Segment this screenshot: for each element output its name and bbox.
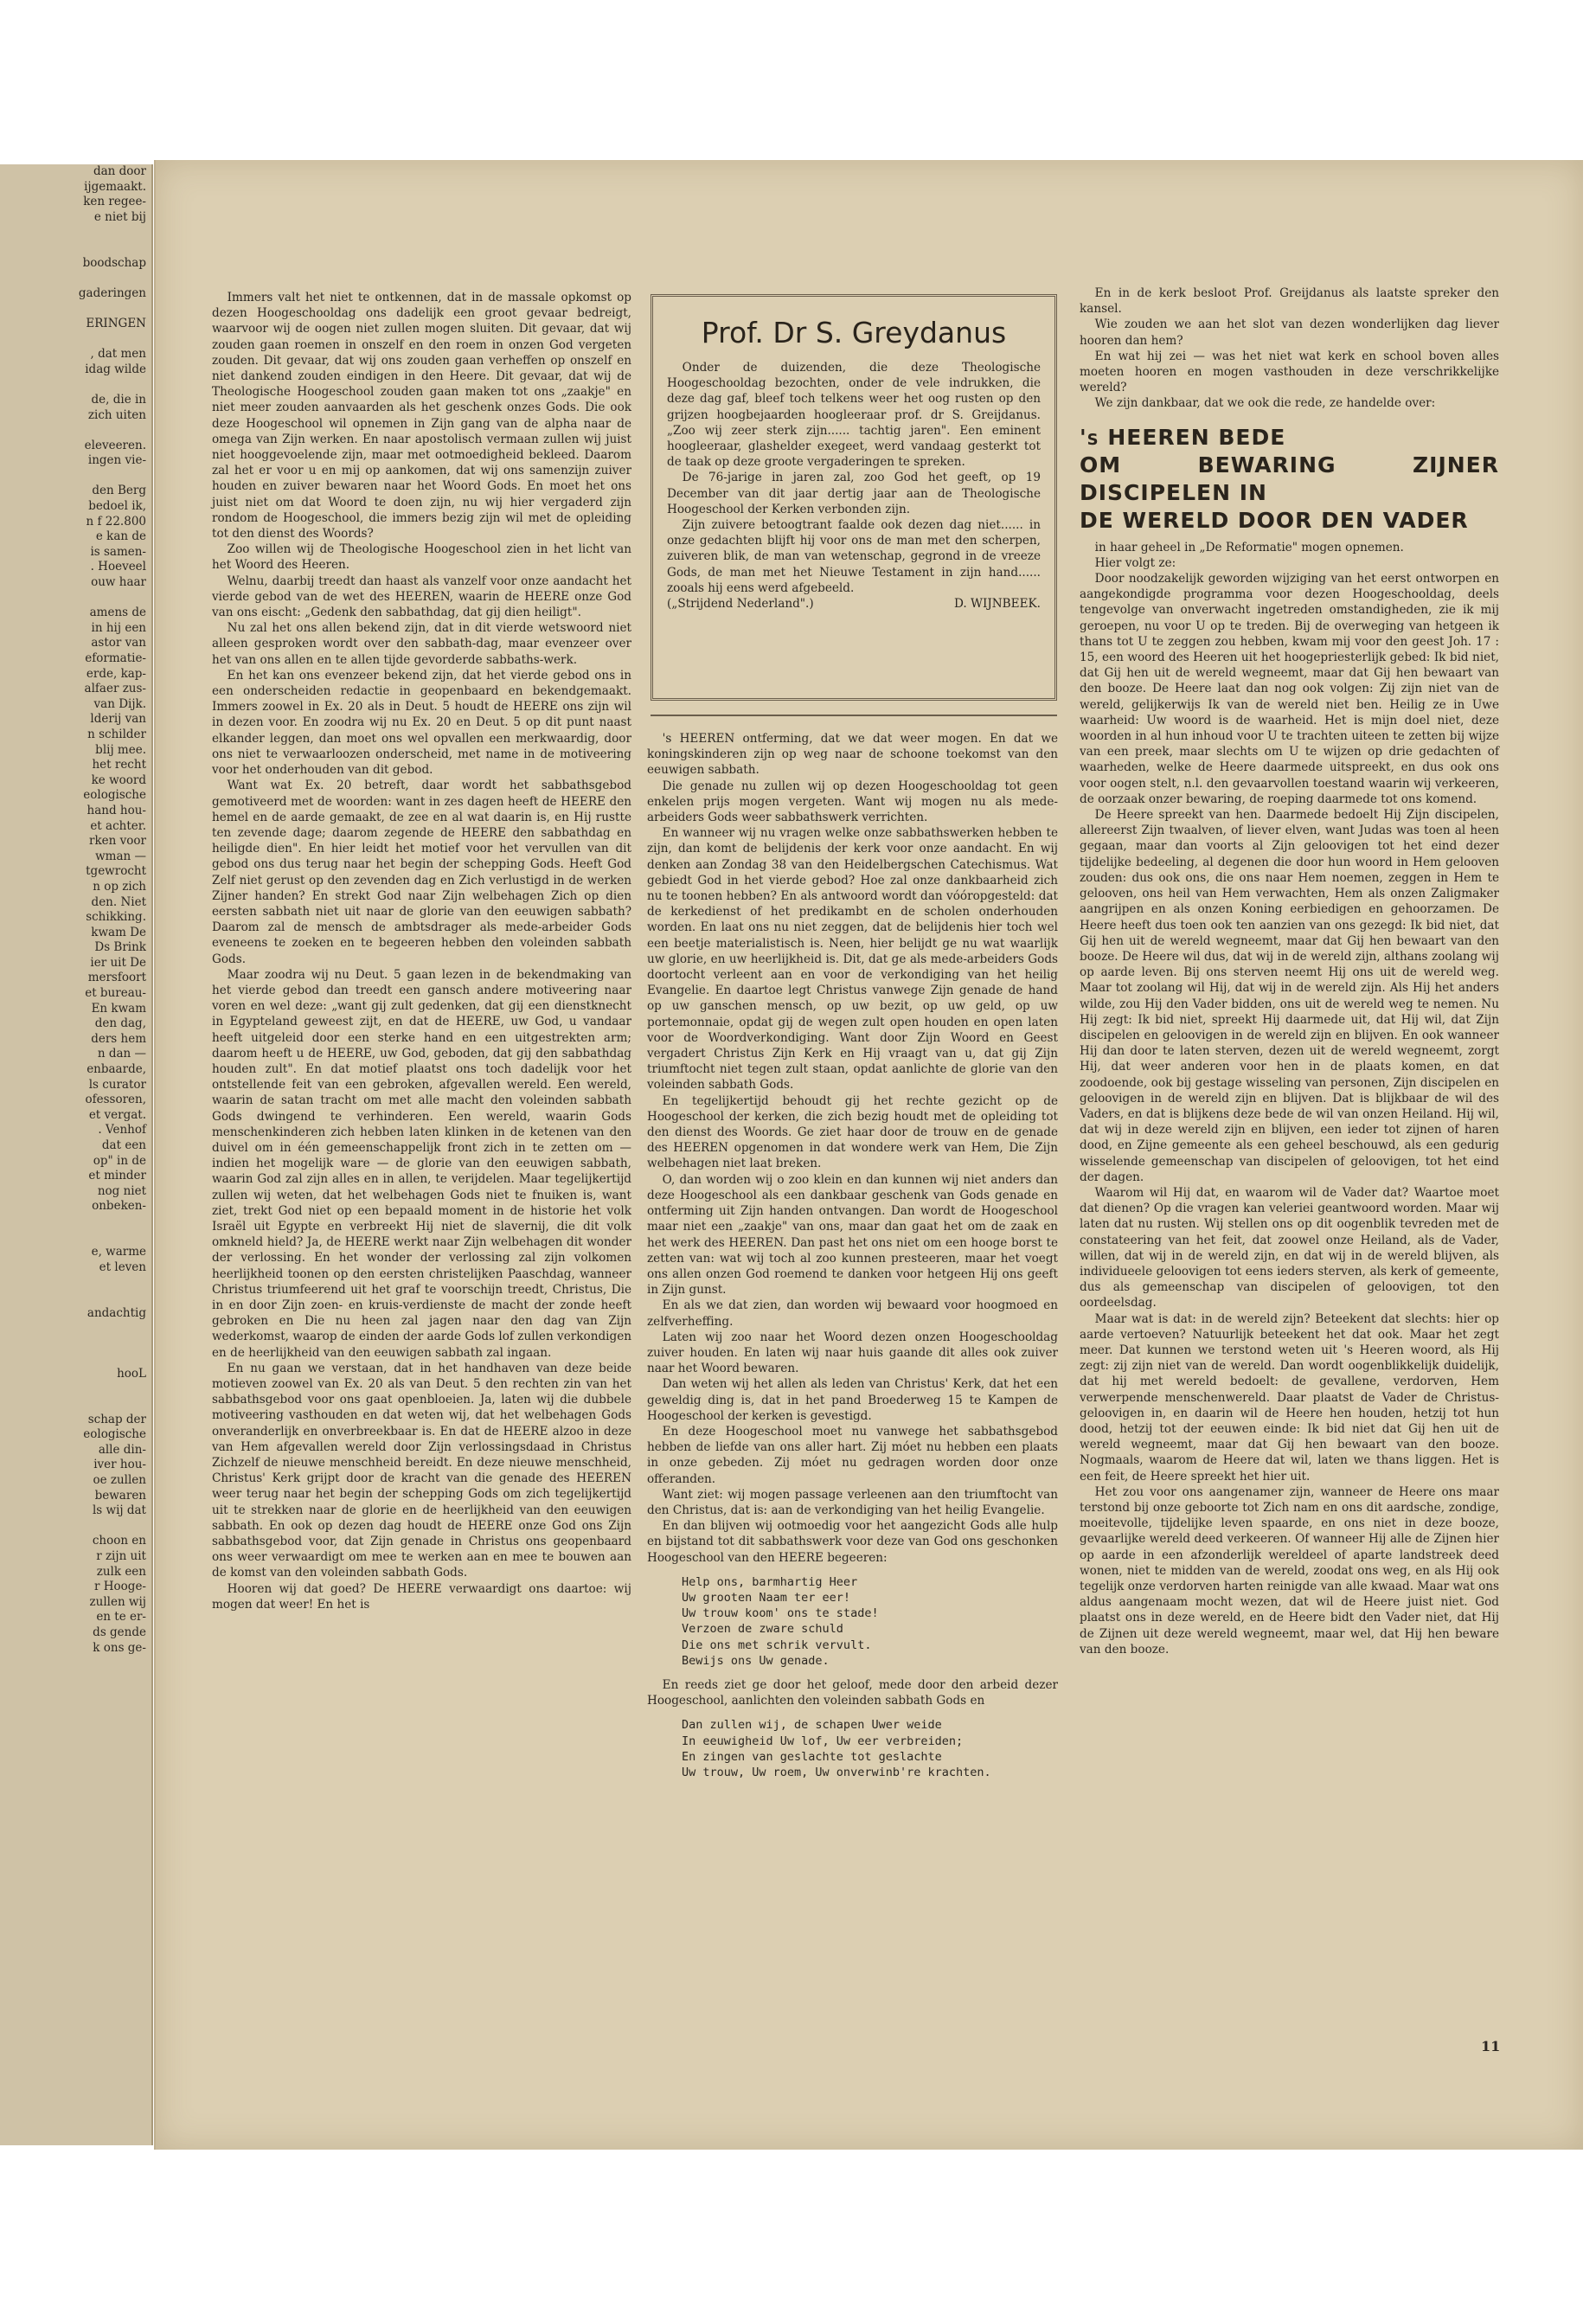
left-page-line: . Venhof <box>98 1123 146 1138</box>
column-3-article <box>1080 285 1499 1657</box>
paragraph: Nu zal het ons allen bekend zijn, dat in dit vierde wetswoord niet alleen gesproken wordt over den sabbath-dag, maar evenzeer over het van ons allen en te allen tijde gevorderde sabbaths-werk. <box>212 621 631 667</box>
left-page-line: bedoel ik, <box>88 499 146 514</box>
heading-line: 's HEEREN BEDE <box>1080 424 1286 450</box>
left-page-line: eleveeren. <box>84 438 146 452</box>
left-page-line <box>0 469 146 484</box>
left-page-line: n dan — <box>97 1047 146 1061</box>
left-page-line: ds gende <box>93 1625 146 1639</box>
left-page-line <box>0 377 146 393</box>
left-page-line: et bureau- <box>85 986 146 1001</box>
poem-line: Bewijs ons Uw genade. <box>682 1653 830 1668</box>
left-page-line: den Berg <box>92 484 146 498</box>
left-page-line: dat een <box>101 1138 146 1152</box>
left-page-line: onbeken- <box>92 1199 146 1214</box>
hymn-stanza-1 <box>682 1574 1058 1669</box>
left-page-line: ijgemaakt. <box>84 179 146 194</box>
left-page-line: , dat men <box>90 347 146 362</box>
poem-line: Uw grooten Naam ter eer! <box>682 1590 851 1605</box>
left-page-line: tgewrocht <box>86 864 146 879</box>
paragraph: Maar zoodra wij nu Deut. 5 gaan lezen in de bekendmaking van het vierde gebod dan treedt een gansch andere motiveering naar voren en wel deze: „want gij zult gedenken, dat gij een dienstknecht in Egypteland geweest zijt, en dat de HEERE, uw God, u vandaar heeft uitgeleid door een sterke hand en een uitgestrekten arm; daarom heeft u de HEERE, uw God, geboden, dat gij den sabbathdag houden zult". En dat motief plaatst ons toch dadelijk voor het ontstellende feit van een gebroken, afgevallen wereld. Een wereld, waarin de satan tracht om met alle macht den voleinden sabbath Gods dwingend te verhinderen. Een wereld, waarin Gods menschenkinderen zich hebben laten klinken in de ketenen van den duivel om in één gemeenschappelijk front zich in te zetten om — indien het mogelijk ware — de glorie van den eeuwigen sabbath, waarin God zal zijn alles en in allen, te verijdelen. Maar tegelijkertijd zullen wij weten, dat het welbehagen Gods niet te fnuiken is, want ziet, trekt God niet op een bepaald moment in de historie het volk Israël uit Egypte en verbreekt Hij niet de slavernij, die dit volk omkneld hield? Ja, de HEERE werkt naar Zijn welbehagen dit wonder der verlossing. En het wonder der verlossing zal zijn volkomen heerlijkheid toonen op den eersten christelijken Paaschdag, wanneer Christus triumfeerend uit het graf te voorschijn treedt, Christus, Die in en door Zijn zoen- en kruis-verdienste de macht der zonde heeft gebroken en Die nu heen zal jagen naar den dag van Zijn wederkomst, waarop de einden der aarde Gods lof zullen verkondigen en de heerlijkheid van den eeuwigen sabbath zal ingaan. <box>212 967 631 1360</box>
paragraph: En wat hij zei — was het niet wat kerk en school boven alles moeten hooren en mogen vasthouden in deze verschrikkelijke wereld? <box>1080 349 1499 395</box>
left-page-line: lderij van <box>90 712 146 727</box>
box-body <box>667 360 1041 596</box>
left-page-text-strip <box>0 164 146 1656</box>
box-signature <box>667 596 1041 612</box>
paragraph: Die genade nu zullen wij op dezen Hoogeschooldag tot geen enkelen prijs mogen vergeten. Want wij mogen nu als mede-arbeiders Gods weer sabbathswerk verrichten. <box>647 779 1058 825</box>
left-page-line: ofessoren, <box>85 1093 146 1107</box>
column-2-paragraphs <box>647 731 1058 1566</box>
column-3-intro <box>1080 285 1499 412</box>
page-number: 11 <box>1481 2038 1501 2054</box>
paragraph: En dan blijven wij ootmoedig voor het aangezicht Gods alle hulp en bijstand tot dit sabbathswerk voor deze van God ons geschonken Hoogeschool van den HEERE begeeren: <box>647 1519 1058 1565</box>
left-page-line <box>0 1321 146 1336</box>
left-page-line: ke woord <box>91 772 146 787</box>
left-page-line: oe zullen <box>93 1473 146 1488</box>
left-page-line: dan door <box>93 164 146 178</box>
left-page-line: n schilder <box>87 727 146 741</box>
paragraph: Immers valt het niet te ontkennen, dat in de massale opkomst op dezen Hoogeschooldag ons dadelijk een groot gevaar bedreigt, waarvoor wij de oogen niet zullen mogen sluiten. Dit gevaar, dat wij zouden gaan roemen in onszelf en den roem in onzen God vergeten zouden. Dit gevaar, dat wij ons zouden gaan verheffen op onszelf en niet dankend zouden eindigen in den Heere. Dit gevaar, dat wij de Theologische Hoogeschool zouden gaan maken tot ons „zaakje" en niet meer zouden aanvaarden als het geschenk onzes Gods. Die ook deze Hoogeschool wil opnemen in Zijn gang van de alpha naar de omega van Zijn werken. En naar apostolisch vermaan zullen wij juist niet hooggevoelende zijn, maar met ootmoedigheid bekleed. Daarom zal het er voor u en mij op aankomen, dat wij ons samenzijn zuiver houden en zuiver bewaren naar het Woord Gods. En moet het ons juist niet om dat Woord te doen zijn, nu wij hier vergaderd zijn rondom de Hoogeschool, die immers bezig zijn wil met de opleiding tot den dienst des Woords? <box>212 291 631 542</box>
left-page-line: op" in de <box>93 1153 146 1168</box>
left-page-line <box>0 225 146 240</box>
left-page-line: en te er- <box>96 1610 146 1625</box>
left-page-line: mersfoort <box>87 971 146 985</box>
left-page-line: ingen vie- <box>87 453 146 468</box>
left-page-line: idag wilde <box>85 362 146 376</box>
paragraph: Welnu, daarbij treedt dan haast als vanzelf voor onze aandacht het vierde gebod van de wet des HEEREN, waarin de HEERE onze God van ons eischt: „Gedenk den sabbathdag, dat gij dien heiligt". <box>212 574 631 620</box>
paragraph: in haar geheel in „De Reformatie" mogen opnemen. <box>1094 540 1404 554</box>
left-page-line <box>0 240 146 256</box>
paragraph: Want ziet: wij mogen passage verleenen aan den triumftocht van den Christus, dat is: aan de verkondiging van het heilig Evangelie. <box>647 1487 1058 1517</box>
poem-line: Uw trouw, Uw roem, Uw onverwinb're krachten. <box>682 1766 991 1779</box>
left-page-line <box>0 1291 146 1306</box>
left-page-fragment <box>0 164 153 2145</box>
paragraph: En in de kerk besloot Prof. Greijdanus als laatste spreker den kansel. <box>1080 286 1499 317</box>
left-page-line: ERINGEN <box>86 316 146 330</box>
paragraph: Laten wij zoo naar het Woord dezen onzen Hoogeschooldag zuiver houden. En laten wij naar huis gaande dit alles ook zuiver naar het Woord bewaren. <box>647 1330 1058 1376</box>
left-page-line: alfaer zus- <box>84 682 146 696</box>
paragraph: En wanneer wij nu vragen welke onze sabbathswerken hebben te zijn, dan komt de belijdenis der kerk voor onze aandacht. En wij denken aan Zondag 38 van den Heidelbergschen Catechismus. Wat gebiedt God in het vierde gebod? Hoe zal onze dankbaarheid zich nu te toonen hebben? En als antwoord wordt dan vóóropgesteld: dat de kerkedienst of het predikambt en de scholen onderhouden worden. En laat ons nu niet zeggen, dat de belijdenis hier toch wel een beetje materialistisch is. Neen, hier belijdt ge nu wat waarlijk uw glorie, en uw heerlijkheid is. Dit, dat ge als mede-arbeiders Gods doortocht verleent aan en voor de verkondiging van het heilig Evangelie. En daartoe legt Christus vanwege Zijn genade de hand op uw ganschen mensch, op uw bezit, op uw geld, op uw portemonnaie, opdat gij de wegen zult open houden en open laten voor de Woordverkondiging. Want door Zijn Woord en Geest vergadert Christus Zijn Kerk en Hij vraagt van u, dat gij Zijn triumftocht niet tegen zult staan, opdat aanlichte de glorie van den voleinden sabbath Gods. <box>647 826 1058 1093</box>
left-page-line: k ons ge- <box>93 1640 146 1655</box>
left-page-line: zulk een <box>96 1564 146 1579</box>
paragraph: Waarom wil Hij dat, en waarom wil de Vader dat? Waartoe moet dat dienen? Op die vragen kan veleriei geantwoord worden. Maar wij laten dat nu rusten. Wij stellen ons op dit oogenblik tevreden met de constateering van het feit, dat zoowel onze Heiland, als de Vader, willen, dat wij in de wereld zijn, en dat wij in de wereld blijven, als individueele geloovigen tot eens ieders sterven, als kerk of gemeente, dus als gemeenschap van discipelen of geloovigen, tot den oordeelsdag. <box>1080 1185 1499 1311</box>
left-page-line: iver hou- <box>93 1458 146 1472</box>
left-page-line: ders hem <box>91 1031 146 1046</box>
left-page-line <box>0 271 146 286</box>
left-page-line <box>0 1336 146 1352</box>
left-page-line: den dag, <box>94 1016 146 1031</box>
poem-line: Help ons, barmhartig Heer <box>682 1574 858 1589</box>
left-page-line: et achter. <box>90 818 146 833</box>
left-page-line: ier uit De <box>90 955 146 970</box>
left-page-line: boodschap <box>82 255 146 270</box>
box-source: („Strijdend Nederland".) <box>667 597 814 612</box>
left-page-line <box>0 332 146 348</box>
left-page-line: e kan de <box>95 529 146 544</box>
left-page-line: En kwam <box>91 1001 146 1016</box>
paragraph: En het kan ons evenzeer bekend zijn, dat het vierde gebod ons in een onderscheiden redactie in geopenbaard en bekendgemaakt. Immers zoowel in Ex. 20 als in Deut. 5 houdt de HEERE ons zijn wil in dezen voor. En zoodra wij nu Ex. 20 en Deut. 5 op dit punt naast elkander leggen, dan moet ons wel opvallen een merkwaardig, door ons niet te verwaarloozen onderscheid, met name in de motiveering voor het onderhouden van dit gebod. <box>212 668 631 778</box>
paragraph: En als we dat zien, dan worden wij bewaard voor hoogmoed en zelfverheffing. <box>647 1298 1058 1329</box>
left-page-line: n f 22.800 <box>86 514 146 529</box>
left-page-line: hooL <box>117 1366 146 1381</box>
left-page-line: schap der <box>87 1412 146 1426</box>
paragraph: Door noodzakelijk geworden wijziging van het eerst ontworpen en aangekondigde programma voor dezen Hoogeschooldag, deels tengevolge van onverwacht ingetreden omstandigheden, zie ik mij geroepen, nu voor U op te treden. Bij de overweging van hetgeen ik thans tot U te zeggen zou hebben, kwam mij voor den geest Joh. 17 : 15, een woord des Heeren uit het hoogepriesterlijk gebed: Ik bid niet, dat Gij hen uit de wereld wegneemt, maar dat Gij hen bewaart van den booze. De Heere laat dan nog ook volgen: Zij zijn niet van de wereld, gelijkerwijs Ik van de wereld niet ben. Heilig ze in Uwe waarheid: Uw woord is de waarheid. Het is mijn doel niet, deze woorden in al hun inhoud voor U te trachten uiteen te zetten bij wijze van een preek, maar slechts om U te wijzen op drie gedachten of waarheden, welke de Heere daarmede uitspreekt, en dus ook ons voor oogen stelt, n.l. den gevaarvollen toestand waarin wij verkeeren, de oorzaak onzer bewaring, de roeping daarmede tot ons komend. <box>1080 572 1499 806</box>
left-page-line: hand hou- <box>87 803 146 817</box>
left-page-line <box>0 1397 146 1413</box>
paragraph: Maar wat is dat: in de wereld zijn? Beteekent dat slechts: hier op aarde vertoeven? Natuurlijk beteekent het dat ook. Maar het zegt meer. Dat kunnen we terstond weten uit 's Heeren woord, als Hij zegt: zij zijn niet van de wereld. Dan wordt oogenblikkelijk duidelijk, dat hij met wereld bedoelt: de gevallene, verdorven, Hem verwerpende menschenwereld. Daar plaatst de Vader de Christus-geloovigen in, en daarin wil de Heere hen houden, hetzij tot hun dood, hetzij tot der eeuwen einde: Ik bid niet dat Gij hen uit de wereld wegneemt, maar dat Gij hen bewaart van den booze. Nogmaals, waarom de Heere dat wil, laten we thans liggen. Het is een feit, de Heere spreekt het hier uit. <box>1080 1311 1499 1484</box>
paragraph: Zoo willen wij de Theologische Hoogeschool zien in het licht van het Woord des Heeren. <box>212 542 631 573</box>
box-divider <box>651 715 1057 716</box>
left-page-line <box>0 1215 146 1230</box>
left-page-line <box>0 301 146 317</box>
left-page-line: e niet bij <box>93 209 146 224</box>
left-page-line: de, die in <box>91 392 146 407</box>
left-page-line <box>0 1275 146 1291</box>
left-page-line: van Dijk. <box>93 696 146 711</box>
left-page-line: is samen- <box>90 544 146 559</box>
left-page-line: kwam De <box>91 925 146 939</box>
left-page-line: in hij een <box>91 620 146 635</box>
left-page-line: choon en <box>92 1534 146 1548</box>
left-page-line <box>0 1351 146 1367</box>
left-page-line: eologische <box>83 1427 146 1442</box>
left-page-line <box>0 1230 146 1246</box>
column-2-closing: En reeds ziet ge door het geloof, mede door den arbeid dezer Hoogeschool, aanlichten den voleinden sabbath Gods en <box>647 1677 1058 1708</box>
left-page-line <box>0 1519 146 1535</box>
left-page-line: ls wij dat <box>92 1503 146 1518</box>
column-1-article <box>212 290 631 1612</box>
paragraph: Want wat Ex. 20 betreft, daar wordt het sabbathsgebod gemotiveerd met de woorden: want in zes dagen heeft de HEERE den hemel en de aarde gemaakt, de zee en al wat daarin is, en Hij rustte ten zevende dage; daarom zegende de HEERE den sabbathdag en heiligde dien". En hier leidt het motief voor het vervullen van dit gebod ons dus terug naar het begin der schepping Gods. Heeft God Zelf niet gerust op den zevenden dag en Zich verlustigd in de werken Zijner handen? En strekt God naar Zijn welbehagen Zich op dien eersten sabbath niet uit naar de glorie van den eeuwigen sabbath? Daarom zal de mensch de ambtsdrager als mede-arbeider Gods eveneens te zoeken en te begeeren hebben den voleinden sabbath Gods. <box>212 779 631 966</box>
poem-line: Verzoen de zware schuld <box>682 1622 843 1637</box>
paragraph: Wie zouden we aan het slot van dezen wonderlijken dag liever hooren dan hem? <box>1080 317 1499 348</box>
column-2-article <box>647 731 1058 1789</box>
left-page-line: ken regee- <box>83 195 146 209</box>
paragraph: Hooren wij dat goed? De HEERE verwaardigt ons daartoe: wij mogen dat weer! En het is <box>212 1581 631 1612</box>
heading-line: DE WERELD DOOR DEN VADER <box>1080 507 1469 533</box>
poem-line: Uw trouw koom' ons te stade! <box>682 1606 879 1621</box>
left-page-line: schikking. <box>86 910 146 925</box>
left-page-line: zich uiten <box>87 407 146 422</box>
left-page-line: amens de <box>89 606 146 620</box>
paragraph: Hier volgt ze: <box>1094 555 1176 570</box>
poem-line: In eeuwigheid Uw lof, Uw eer verbreiden; <box>682 1734 964 1748</box>
paragraph: En tegelijkertijd behoudt gij het rechte gezicht op de Hoogeschool der kerken, die zich bezig houdt met de opleiding tot den dienst des Woords. Ge ziet haar door de trouw en de genade des HEEREN opgenomen in dat wondere werk van Hem, Die Zijn welbehagen niet laat breken. <box>647 1093 1058 1171</box>
left-page-line: eformatie- <box>85 651 146 665</box>
left-page-line: . Hoeveel <box>90 560 146 574</box>
left-page-line: zullen wij <box>89 1594 146 1609</box>
sermon-heading <box>1080 424 1499 535</box>
left-page-line: den. Niet <box>91 894 146 909</box>
left-page-line: nog niet <box>97 1183 146 1198</box>
paragraph: 's HEEREN ontferming, dat we dat weer mogen. En dat we koningskinderen zijn op weg naar de schoone toekomst van den eeuwigen sabbath. <box>647 732 1058 778</box>
left-page-line: et vergat. <box>88 1107 146 1122</box>
box-paragraph: De 76-jarige in jaren zal, zoo God het geeft, op 19 December van dit jaar dertig jaar aan de Theologische Hoogeschool der Kerken verbonden zijn. <box>667 471 1041 516</box>
left-page-line: blij mee. <box>95 742 146 757</box>
left-page-line <box>0 591 146 606</box>
left-page-line: alle din- <box>98 1442 146 1457</box>
left-page-line: n op zich <box>93 879 146 894</box>
left-page-line: ouw haar <box>91 575 146 590</box>
left-page-line: et minder <box>88 1169 146 1183</box>
paragraph: O, dan worden wij o zoo klein en dan kunnen wij niet anders dan deze Hoogeschool als een dankbaar geschenk van Gods genade en ontferming uit Zijn handen ontvangen. Dan wordt de Hoogeschool maar niet een „zaakje" van ons, maar dan gaat het om de zaak en het werk des HEEREN. Dan past het ons niet om een hooge borst te zetten van: wat wij toch al zoo kunnen presteeren, maar het voegt ons allen onzen God roemend te danken voor hetgeen Hij ons geeft in Zijn gunst. <box>647 1172 1058 1298</box>
left-page-line: andachtig <box>87 1305 146 1320</box>
greydanus-tribute-box <box>651 294 1057 701</box>
poem-line: En zingen van geslachte tot geslachte <box>682 1749 942 1764</box>
left-page-line: et leven <box>99 1259 146 1274</box>
paragraph: Het zou voor ons aangenamer zijn, wanneer de Heere ons maar terstond bij onze geboorte tot Zich nam en ons dit aardsche, zondige, moeitevolle, tijdelijke leven spaarde, en ons niet in deze booze, gevaarlijke wereld deed verkeeren. Of wanneer Hij alle de Zijnen hier op aarde in een afzonderlijk wereldeel of aparte landstreek deed wonen, niet te midden van de wereld, zoodat ons weg, en als Hij ook tegelijk onze verdorven harten reinigde van alle kwaad. Maar wat ons aldus aangenaam mocht wezen, dat wil de Heere juist niet. God plaatst ons in deze wereld, en de Heere bidt den Vader niet, dat Hij de Zijnen uit deze wereld wegneemt, maar wel, dat Hij hen beware van den booze. <box>1080 1484 1499 1657</box>
box-paragraph: Zijn zuivere betoogtrant faalde ook dezen dag niet...... in onze gedachten blijft hij voor ons de man met den scherpen, zuiveren blik, de man van wetenschap, gegrond in de vreeze Gods, de man met het Nieuwe Testament in zijn hand...... zooals hij eens werd afgebeeld. <box>667 518 1041 595</box>
left-page-line: eologische <box>83 788 146 803</box>
left-page-line: Ds Brink <box>94 940 146 955</box>
left-page-line: wman — <box>95 849 146 863</box>
paragraph: En nu gaan we verstaan, dat in het handhaven van deze beide motieven zoowel van Ex. 20 als van Deut. 5 den rechten zin van het sabbathsgebod voor ons gaat openbloeien. Ja, laten wij die dubbele motiveering vasthouden en dat weten wij, dat het welbehagen Gods onveranderlijk en onverbreekbaar is. En dat de HEERE alzoo in deze van Hem afgevallen wereld door Zijn verlossingsdaad in Christus Zichzelf de nieuwe menschheid bereidt. En deze nieuwe menschheid, Christus' Kerk grijpt door de kracht van die genade des HEEREN weer terug naar het begin der schepping Gods om zich tegelijkertijd uit te strekken naar de glorie en de heerlijkheid van den eeuwigen sabbath. En ook op dezen dag houdt de HEERE onze God ons Zijn sabbathsgebod voor, dat Zijn genade in Christus ons geopenbaard ons weer verwaardigt om mee te werken aan en mee te bouwen aan de komst van den voleinden sabbath Gods. <box>212 1361 631 1580</box>
box-title: Prof. Dr S. Greydanus <box>701 316 1007 349</box>
left-page-line: erde, kap- <box>86 666 146 681</box>
paragraph: We zijn dankbaar, dat we ook die rede, ze handelde over: <box>1094 396 1436 411</box>
left-page-line: r zijn uit <box>96 1549 146 1564</box>
paragraph: En deze Hoogeschool moet nu vanwege het sabbathsgebod hebben de liefde van ons aller hart. Zij móet nu hebben een plaats in onze gebeden. Zij móet nu gedragen worden door onze offeranden. <box>647 1424 1058 1486</box>
left-page-line: e, warme <box>91 1245 146 1259</box>
poem-line: Die ons met schrik vervult. <box>682 1638 872 1652</box>
left-page-line <box>0 1382 146 1398</box>
left-page-line: r Hooge- <box>94 1580 146 1594</box>
left-page-line: bewaren <box>94 1488 146 1503</box>
left-page-line: het recht <box>92 758 146 772</box>
paragraph: Dan weten wij het allen als leden van Christus' Kerk, dat het een geweldig ding is, dat in het pand Broederweg 15 te Kampen de Hoogeschool der kerken is gevestigd. <box>647 1377 1058 1423</box>
paragraph: De Heere spreekt van hen. Daarmede bedoelt Hij Zijn discipelen, allereerst Zijn twaalven, of liever elven, want Judas was toen al heen gegaan, maar dan voorts al Zijn geloovigen tot het eind dezer tijdelijke bedeeling, al degenen die door hun woord in Hem gelooven zouden: dus ook ons, die ons naar Hem noemen, zeggen in Hem te gelooven, ons heil van Hem verwachten, Hem als onzen Zaligmaker aangrijpen en als onzen Koning eerbiedigen en gehoorzamen. De Heere heeft dus toen ook ten aanzien van ons gezegd: Ik bid niet, dat Gij hen uit de wereld wegneemt, maar dat Gij hen bewaart van den booze. De Heere wil dus, dat wij in de wereld zijn, althans zoolang wij op aarde leven. Bij ons sterven neemt Hij ons uit de wereld weg. Maar tot zoolang wil Hij, dat wij in de wereld zijn. Als Hij het anders wilde, zou Hij den Vader bidden, ons uit de wereld weg te nemen. Nu Hij zegt: Ik bid niet, spreekt Hij daarmede uit, dat Hij wil, dat Zijn discipelen en geloovigen in de wereld zijn en blijven. En ook wanneer Hij dan door te laten sterven, dezen uit de wereld wegneemt, zorgt Hij, dat weer anderen voor hen in de plaats komen, en dat zoodoende, ook bij gestage wisseling van personen, Zijn discipelen en geloovigen in de wereld zijn en blijven. Dat is blijkbaar de wil des Vaders, en dat is blijkens deze bede de wil van onzen Heiland. Hij wil, dat wij in deze wereld zijn en blijven, een ieder tot zijnen of haren dood, en Zijne gemeente als een geheel beschouwd, als een gedurig wisselende gemeenschap van discipelen of geloovigen, tot het eind der dagen. <box>1080 808 1499 1184</box>
left-page-line: enbaarde, <box>87 1062 146 1077</box>
left-page-line: rken voor <box>89 834 146 849</box>
left-page-line: ls curator <box>88 1077 146 1092</box>
left-page-line: gaderingen <box>78 285 146 300</box>
box-author: D. WIJNBEEK. <box>953 597 1041 612</box>
column-3-sermon <box>1080 540 1499 1657</box>
left-page-line: astor van <box>91 636 146 651</box>
hymn-stanza-2 <box>682 1717 1058 1780</box>
heading-line: OM BEWARING ZIJNER DISCIPELEN IN <box>1080 452 1499 505</box>
left-page-line <box>0 423 146 439</box>
poem-line: Dan zullen wij, de schapen Uwer weide <box>682 1718 942 1733</box>
box-paragraph: Onder de duizenden, die deze Theologische Hoogeschooldag bezochten, onder de vele indrukken, die deze dag gaf, bleef toch telkens weer het oog rusten op den grijzen hoogbejaarden hoogleeraar prof. dr S. Greijdanus. „Zoo wij zeer sterk zijn...... tachtig jaren". Een eminent hoogleeraar, glashelder exegeet, werd vandaag gesterkt tot de taak op deze groote vergaderingen te spreken. <box>667 361 1041 470</box>
